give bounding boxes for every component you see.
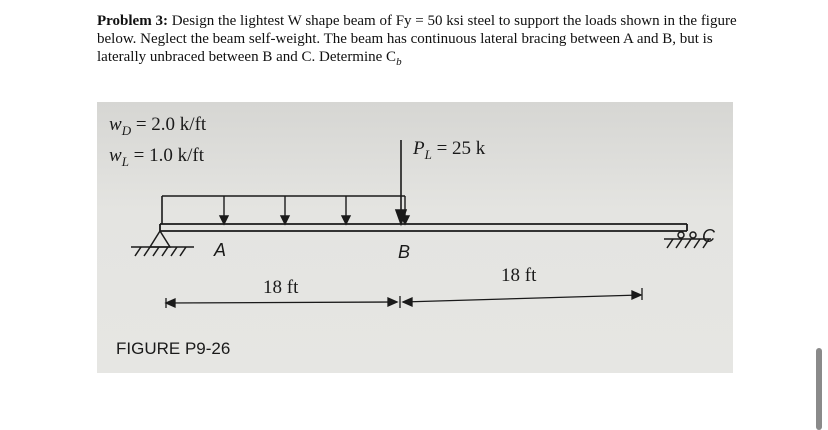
load-arrows	[220, 196, 409, 224]
wl-symbol: w	[109, 145, 122, 166]
support-c-label: C	[702, 226, 715, 246]
problem-label: Problem 3:	[97, 13, 168, 29]
span-bc-label: 18 ft	[501, 265, 537, 286]
span-ab-label: 18 ft	[263, 277, 299, 298]
wd-value: = 2.0 k/ft	[135, 114, 207, 135]
support-a-pin	[131, 231, 194, 256]
problem-statement	[97, 12, 737, 71]
support-a-label: A	[214, 240, 227, 260]
pl-value: = 25 k	[436, 138, 486, 159]
wl-value: = 1.0 k/ft	[133, 145, 205, 166]
dimension-lines	[166, 288, 642, 308]
point-load-label	[413, 138, 485, 163]
figure-photo	[97, 102, 733, 373]
pl-symbol: P	[413, 138, 425, 159]
point-load-arrow	[396, 140, 406, 224]
live-load-label	[109, 145, 204, 170]
wd-subscript: D	[121, 122, 132, 138]
problem-body: Design the lightest W shape beam of Fy = 50 ksi steel to support the loads shown in the figure below. Neglect the beam self-weight. The beam has continuous lateral bracing between A and B, but is laterally unbraced between B and C. Determine C	[97, 13, 737, 65]
wl-subscript: L	[121, 153, 129, 169]
vertical-scrollbar[interactable]	[816, 348, 822, 430]
point-b-label: B	[398, 242, 411, 262]
pl-subscript: L	[424, 146, 432, 162]
dead-load-label	[109, 114, 206, 139]
wd-symbol: w	[109, 114, 122, 135]
problem-subscript: b	[396, 56, 402, 68]
figure-caption: FIGURE P9-26	[116, 339, 231, 358]
